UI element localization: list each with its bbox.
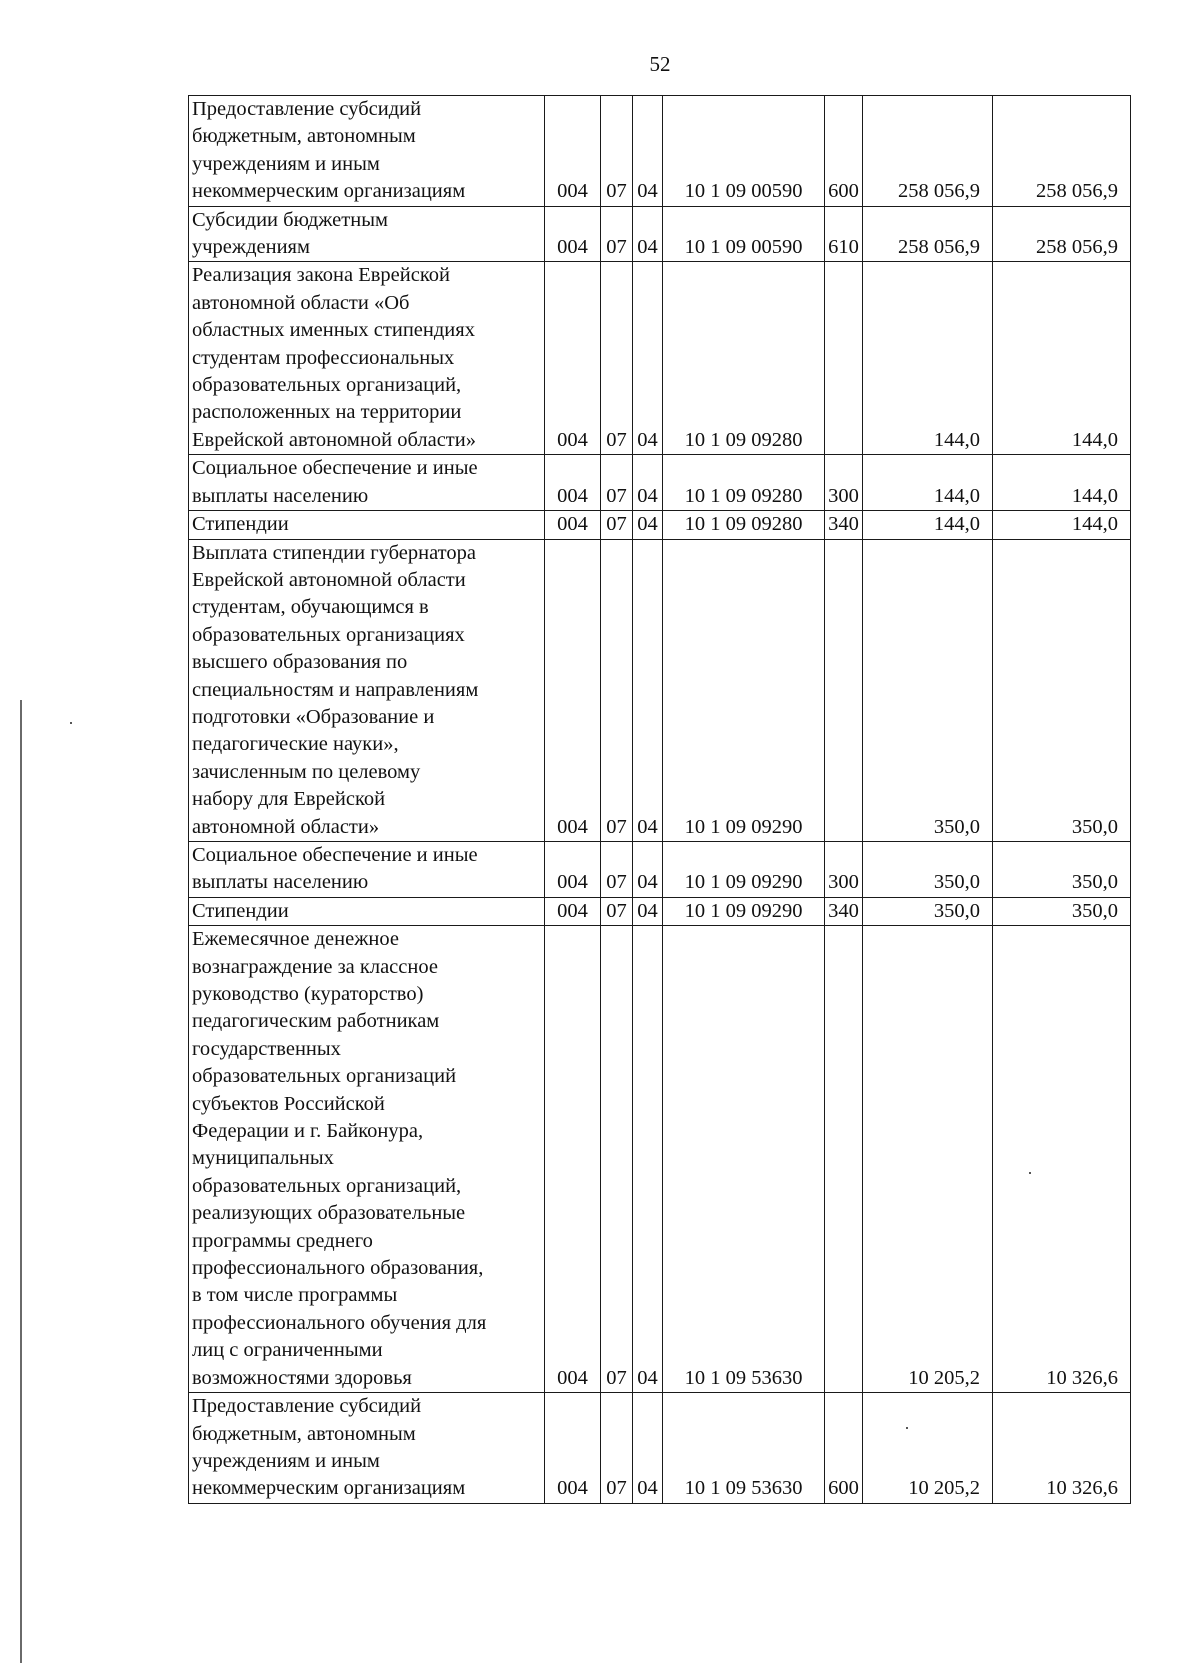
row-name-cell xyxy=(189,262,545,455)
row-name-line: набору для Еврейской xyxy=(192,788,386,811)
row-name-line: лиц с ограниченными xyxy=(192,1339,383,1362)
section-code-cell: 07 xyxy=(601,511,633,539)
row-name-line: специальностям и направлениям xyxy=(192,678,479,701)
row-name-cell xyxy=(189,539,545,841)
row-name-cell xyxy=(189,926,545,1393)
row-name-line: руководство (кураторство) xyxy=(192,983,424,1005)
expense-type-cell: 600 xyxy=(825,96,863,207)
section-code-cell: 07 xyxy=(601,897,633,925)
amount-year2-cell: 144,0 xyxy=(993,455,1131,511)
row-name-line: Стипендии xyxy=(192,513,289,536)
expense-type-cell: 610 xyxy=(825,206,863,262)
table-row xyxy=(189,926,1131,1393)
target-article-cell: 10 1 09 09280 xyxy=(663,511,825,539)
row-name-line: автономной области «Об xyxy=(192,291,410,314)
row-name-line: зачисленным по целевому xyxy=(192,760,421,783)
row-name-cell xyxy=(189,897,545,925)
amount-year2-cell: 258 056,9 xyxy=(993,206,1131,262)
subsection-code-cell: 04 xyxy=(633,841,663,897)
row-name-line: субъектов Российской xyxy=(192,1092,385,1115)
row-name-line: образовательных организациях xyxy=(192,623,465,646)
expense-type-cell xyxy=(825,926,863,1393)
amount-year2-cell: 258 056,9 xyxy=(993,96,1131,207)
subsection-code-cell: 04 xyxy=(633,511,663,539)
table-row xyxy=(189,262,1131,455)
expense-type-cell: 600 xyxy=(825,1393,863,1504)
row-name-line: образовательных организаций, xyxy=(192,1174,462,1197)
amount-year1-cell: 258 056,9 xyxy=(863,206,993,262)
subsection-code-cell: 04 xyxy=(633,455,663,511)
admin-code-cell: 004 xyxy=(545,841,601,897)
subsection-code-cell: 04 xyxy=(633,926,663,1393)
subsection-code-cell: 04 xyxy=(633,206,663,262)
expense-type-cell: 340 xyxy=(825,511,863,539)
row-name-line: студентам профессиональных xyxy=(192,346,455,369)
target-article-cell: 10 1 09 09280 xyxy=(663,262,825,455)
row-name-line: учреждениям xyxy=(192,236,310,259)
row-name-line: вознаграждение за классное xyxy=(192,955,438,978)
section-code-cell: 07 xyxy=(601,206,633,262)
row-name-line: Еврейской автономной области xyxy=(192,568,466,591)
target-article-cell: 10 1 09 00590 xyxy=(663,206,825,262)
admin-code-cell: 004 xyxy=(545,897,601,925)
expense-type-cell: 340 xyxy=(825,897,863,925)
budget-table-body xyxy=(189,96,1131,1504)
row-name-line: областных именных стипендиях xyxy=(192,319,475,342)
amount-year2-cell: 350,0 xyxy=(993,897,1131,925)
subsection-code-cell: 04 xyxy=(633,262,663,455)
row-name-cell xyxy=(189,1393,545,1504)
amount-year1-cell: 144,0 xyxy=(863,262,993,455)
row-name-line: государственных xyxy=(192,1037,341,1060)
table-row xyxy=(189,1393,1131,1504)
row-name-line: Предоставление субсидий xyxy=(192,98,422,120)
row-name-line: Предоставление субсидий xyxy=(192,1395,422,1418)
row-name-line: учреждениям и иным xyxy=(192,1449,380,1472)
row-name-cell xyxy=(189,96,545,207)
row-name-line: Социальное обеспечение и иные xyxy=(192,843,478,866)
section-code-cell: 07 xyxy=(601,455,633,511)
amount-year1-cell: 350,0 xyxy=(863,897,993,925)
row-name-line: бюджетным, автономным xyxy=(192,1422,416,1445)
subsection-code-cell: 04 xyxy=(633,1393,663,1504)
row-name-line: Еврейской автономной области» xyxy=(192,428,476,451)
expense-type-cell xyxy=(825,262,863,455)
admin-code-cell: 004 xyxy=(545,1393,601,1504)
amount-year1-cell: 10 205,2 xyxy=(863,926,993,1393)
table-row xyxy=(189,455,1131,511)
amount-year1-cell: 350,0 xyxy=(863,841,993,897)
amount-year2-cell: 10 326,6 xyxy=(993,926,1131,1393)
subsection-code-cell: 04 xyxy=(633,539,663,841)
row-name-line: некоммерческим организациям xyxy=(192,1477,466,1500)
section-code-cell: 07 xyxy=(601,841,633,897)
table-row xyxy=(189,206,1131,262)
section-code-cell: 07 xyxy=(601,262,633,455)
row-name-cell xyxy=(189,841,545,897)
subsection-code-cell: 04 xyxy=(633,897,663,925)
target-article-cell: 10 1 09 00590 xyxy=(663,96,825,207)
row-name-line: подготовки «Образование и xyxy=(192,705,435,728)
expense-type-cell: 300 xyxy=(825,455,863,511)
target-article-cell: 10 1 09 09290 xyxy=(663,539,825,841)
target-article-cell: 10 1 09 53630 xyxy=(663,1393,825,1504)
table-row xyxy=(189,897,1131,925)
row-name-line: Федерации и г. Байконура, xyxy=(192,1120,424,1143)
row-name-line: бюджетным, автономным xyxy=(192,125,416,148)
table-row xyxy=(189,96,1131,207)
row-name-line: расположенных на территории xyxy=(192,401,462,424)
row-name-line: Стипендии xyxy=(192,899,289,922)
row-name-line: профессионального обучения для xyxy=(192,1311,487,1334)
target-article-cell: 10 1 09 09280 xyxy=(663,455,825,511)
row-name-line: Реализация закона Еврейской xyxy=(192,264,450,287)
table-row xyxy=(189,841,1131,897)
page-number: 52 xyxy=(649,52,671,76)
budget-table xyxy=(188,95,1131,1504)
amount-year2-cell: 144,0 xyxy=(993,511,1131,539)
expense-type-cell: 300 xyxy=(825,841,863,897)
row-name-line: автономной области» xyxy=(192,815,380,838)
section-code-cell: 07 xyxy=(601,1393,633,1504)
row-name-line: реализующих образовательные xyxy=(192,1202,466,1225)
section-code-cell: 07 xyxy=(601,926,633,1393)
admin-code-cell: 004 xyxy=(545,455,601,511)
admin-code-cell: 004 xyxy=(545,926,601,1393)
row-name-line: Ежемесячное денежное xyxy=(192,928,399,951)
row-name-line: образовательных организаций xyxy=(192,1065,457,1088)
row-name-line: высшего образования по xyxy=(192,651,408,674)
section-code-cell: 07 xyxy=(601,539,633,841)
target-article-cell: 10 1 09 09290 xyxy=(663,897,825,925)
admin-code-cell: 004 xyxy=(545,511,601,539)
amount-year1-cell: 10 205,2 xyxy=(863,1393,993,1504)
row-name-line: Выплата стипендии губернатора xyxy=(192,541,476,564)
target-article-cell: 10 1 09 53630 xyxy=(663,926,825,1393)
amount-year1-cell: 258 056,9 xyxy=(863,96,993,207)
row-name-cell xyxy=(189,511,545,539)
row-name-line: муниципальных xyxy=(192,1147,334,1170)
admin-code-cell: 004 xyxy=(545,262,601,455)
amount-year2-cell: 10 326,6 xyxy=(993,1393,1131,1504)
row-name-line: образовательных организаций, xyxy=(192,374,462,397)
row-name-line: учреждениям и иным xyxy=(192,152,380,175)
amount-year2-cell: 144,0 xyxy=(993,262,1131,455)
admin-code-cell: 004 xyxy=(545,539,601,841)
row-name-line: педагогические науки», xyxy=(192,733,399,756)
row-name-cell xyxy=(189,455,545,511)
admin-code-cell: 004 xyxy=(545,206,601,262)
row-name-line: некоммерческим организациям xyxy=(192,180,466,203)
row-name-line: Социальное обеспечение и иные xyxy=(192,457,478,480)
target-article-cell: 10 1 09 09290 xyxy=(663,841,825,897)
row-name-line: Субсидии бюджетным xyxy=(192,208,388,231)
row-name-line: программы среднего xyxy=(192,1229,373,1252)
table-row xyxy=(189,511,1131,539)
scan-edge-line xyxy=(20,700,22,1663)
row-name-line: студентам, обучающимся в xyxy=(192,596,429,619)
section-code-cell: 07 xyxy=(601,96,633,207)
row-name-line: возможностями здоровья xyxy=(192,1366,412,1389)
row-name-line: в том числе программы xyxy=(192,1284,398,1307)
scan-speck xyxy=(70,722,72,724)
amount-year1-cell: 144,0 xyxy=(863,455,993,511)
amount-year2-cell: 350,0 xyxy=(993,539,1131,841)
row-name-line: педагогическим работникам xyxy=(192,1010,440,1033)
expense-type-cell xyxy=(825,539,863,841)
row-name-cell xyxy=(189,206,545,262)
table-row xyxy=(189,539,1131,841)
row-name-line: выплаты населению xyxy=(192,871,369,894)
row-name-line: выплаты населению xyxy=(192,484,369,507)
amount-year1-cell: 350,0 xyxy=(863,539,993,841)
subsection-code-cell: 04 xyxy=(633,96,663,207)
amount-year1-cell: 144,0 xyxy=(863,511,993,539)
admin-code-cell: 004 xyxy=(545,96,601,207)
amount-year2-cell: 350,0 xyxy=(993,841,1131,897)
row-name-line: профессионального образования, xyxy=(192,1257,484,1280)
